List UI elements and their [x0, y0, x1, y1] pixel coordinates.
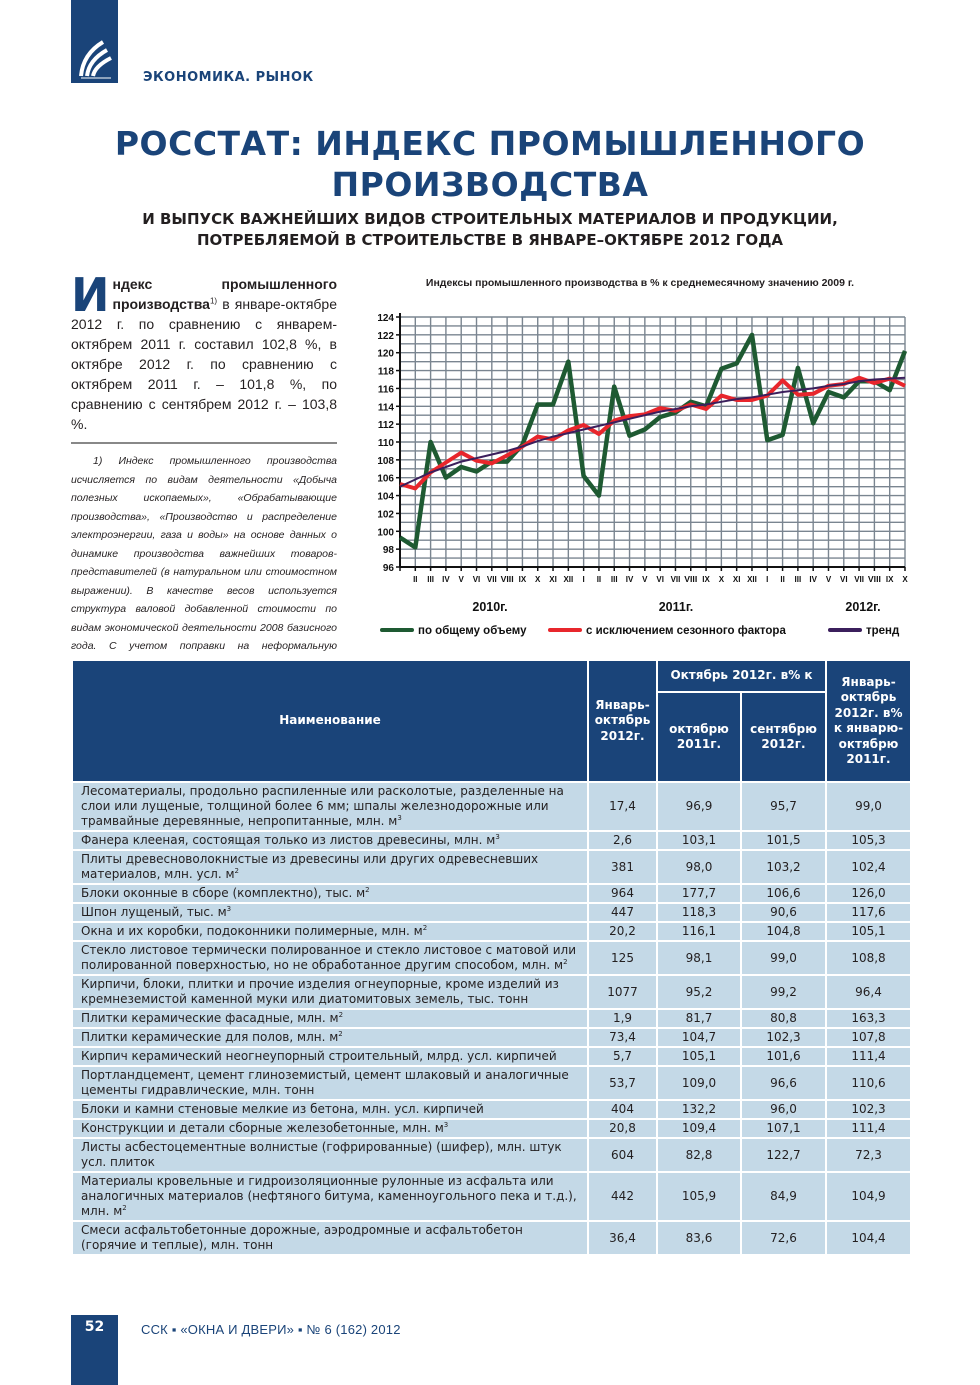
row-value-v1: 73,4 [588, 1028, 657, 1047]
legend-label: с исключением сезонного фактора [586, 625, 786, 637]
row-value-v4: 107,8 [826, 1028, 911, 1047]
y-tick-label: 124 [377, 313, 394, 324]
row-value-v1: 447 [588, 903, 657, 922]
x-tick-label: VI [656, 575, 664, 584]
y-tick-label: 108 [377, 455, 394, 467]
magazine-logo [71, 0, 118, 83]
y-tick-label: 116 [377, 384, 394, 396]
header-jan-oct-pct: Январь-октябрь 2012г. в% к январю-октябрю 2011г. [826, 660, 911, 782]
row-value-v3: 101,6 [741, 1047, 826, 1066]
left-column [71, 268, 337, 674]
unit-superscript: 2 [563, 958, 568, 966]
y-tick-label: 112 [377, 420, 394, 432]
page-number-block [71, 1315, 118, 1385]
table-row [72, 1009, 911, 1028]
x-tick-label: VIII [500, 575, 514, 584]
unit-superscript: 2 [338, 1030, 343, 1038]
x-tick-label: V [458, 575, 464, 584]
row-value-v3: 99,0 [741, 941, 826, 975]
x-tick-label: IX [702, 575, 710, 584]
page-title [0, 123, 980, 205]
x-tick-label: I [766, 575, 769, 584]
x-tick-label: II [596, 575, 602, 584]
row-value-v3: 99,2 [741, 975, 826, 1009]
intro-text: в январе-октябре 2012 г. по сравнению с январем-октябрем 2011 г. составил 102,8 %, в октябре 2012 г. по сравнению с октябрем 2011 г. – 101,8 %, по сравнению с сентябрем 2012 г. – 103,8 %. [71, 296, 337, 432]
x-tick-label: III [794, 575, 802, 584]
subtitle-line-2: ПОТРЕБЛЯЕМОЙ В СТРОИТЕЛЬСТВЕ В ЯНВАРЕ–ОКТЯБРЕ 2012 ГОДА [196, 231, 784, 249]
x-tick-label: IV [625, 575, 634, 584]
row-value-v2: 105,1 [657, 1047, 741, 1066]
series-line-0 [400, 335, 905, 548]
row-name: Конструкции и детали сборные железобетонные, млн. $м^3$ [72, 1119, 588, 1138]
row-value-v3: 103,2 [741, 850, 826, 884]
row-value-v1: 5,7 [588, 1047, 657, 1066]
x-tick-label: V [642, 575, 648, 584]
table-row [72, 831, 911, 850]
intro-paragraph [71, 268, 337, 434]
row-value-v2: 82,8 [657, 1138, 741, 1172]
table-row [72, 884, 911, 903]
row-name: Лесоматериалы, продольно распиленные или расколотые, разделенные на слои или лущеные, толщиной более 6 мм; шпалы железнодорожные или трамвайные деревянные, непропитанные, млн. $м^3$ [72, 782, 588, 831]
row-value-v1: 604 [588, 1138, 657, 1172]
table-row [72, 1100, 911, 1119]
row-name: Листы асбестоцементные волнистые (гофрированные) (шифер), млн. штук усл. плиток [72, 1138, 588, 1172]
row-value-v4: 105,1 [826, 922, 911, 941]
row-value-v2: 83,6 [657, 1221, 741, 1255]
row-name: Блоки и камни стеновые мелкие из бетона, млн. усл. кирпичей [72, 1100, 588, 1119]
x-tick-label: XII [563, 575, 574, 584]
y-tick-label: 118 [377, 366, 394, 378]
row-name: Блоки оконные в сборе (комплектно), тыс. $м^2$ [72, 884, 588, 903]
header-jan-oct: Январь-октябрь 2012г. [588, 660, 657, 782]
footnote-ref: 1) [209, 296, 218, 306]
row-value-v1: 53,7 [588, 1066, 657, 1100]
row-name: Шпон лущеный, тыс. $м^3$ [72, 903, 588, 922]
header-sep2012: сентябрю 2012г. [741, 692, 826, 782]
row-value-v4: 102,3 [826, 1100, 911, 1119]
row-value-v2: 132,2 [657, 1100, 741, 1119]
row-value-v2: 81,7 [657, 1009, 741, 1028]
row-value-v2: 105,9 [657, 1172, 741, 1221]
row-name: Кирпич керамический неогнеупорный строительный, млрд. усл. кирпичей [72, 1047, 588, 1066]
row-name: Кирпичи, блоки, плитки и прочие изделия огнеупорные, кроме изделий из кремнеземистой каменной муки или диатомитовых земель, тыс. тонн [72, 975, 588, 1009]
row-value-v3: 104,8 [741, 922, 826, 941]
y-tick-label: 96 [382, 563, 394, 574]
x-tick-label: VII [854, 575, 864, 584]
materials-table [71, 659, 912, 1256]
row-value-v3: 90,6 [741, 903, 826, 922]
row-value-v4: 96,4 [826, 975, 911, 1009]
row-value-v1: 2,6 [588, 831, 657, 850]
x-tick-label: I [582, 575, 585, 584]
table-row [72, 1119, 911, 1138]
page-number: 52 [84, 1319, 105, 1335]
row-value-v3: 72,6 [741, 1221, 826, 1255]
unit-superscript: 2 [234, 867, 239, 875]
row-value-v1: 1077 [588, 975, 657, 1009]
divider [71, 442, 337, 444]
x-tick-label: VI [840, 575, 848, 584]
x-tick-label: XI [732, 575, 741, 584]
row-value-v3: 80,8 [741, 1009, 826, 1028]
header-name: Наименование [72, 660, 588, 782]
row-value-v3: 106,6 [741, 884, 826, 903]
x-tick-label: VII [670, 575, 681, 584]
x-tick-label: V [825, 575, 832, 584]
row-value-v1: 404 [588, 1100, 657, 1119]
table-row [72, 1221, 911, 1255]
row-value-v2: 98,1 [657, 941, 741, 975]
x-tick-label: IV [809, 575, 817, 584]
table-row [72, 782, 911, 831]
x-tick-label: III [610, 575, 618, 584]
year-label: 2010г. [472, 600, 508, 614]
row-value-v1: 20,8 [588, 1119, 657, 1138]
dropcap: И [71, 268, 110, 322]
y-tick-label: 110 [377, 438, 394, 449]
row-value-v4: 111,4 [826, 1047, 911, 1066]
unit-superscript: 2 [122, 1204, 127, 1212]
row-value-v3: 95,7 [741, 782, 826, 831]
chart-title: Индексы промышленного производства в % к среднемесячному значению 2009 г. [425, 277, 855, 289]
row-value-v4: 108,8 [826, 941, 911, 975]
table-row [72, 941, 911, 975]
header-oct-group: Октябрь 2012г. в% к [657, 660, 826, 692]
row-value-v4: 126,0 [826, 884, 911, 903]
row-value-v3: 84,9 [741, 1172, 826, 1221]
title-line-1: РОССТАТ: ИНДЕКС ПРОМЫШЛЕННОГО [114, 124, 866, 163]
legend-label: тренд [866, 625, 900, 637]
row-value-v2: 104,7 [657, 1028, 741, 1047]
table-row [72, 975, 911, 1009]
y-tick-label: 122 [377, 330, 394, 342]
table-row [72, 1047, 911, 1066]
row-value-v2: 109,4 [657, 1119, 741, 1138]
row-name: Стекло листовое термически полированное и стекло листовое с матовой или полированной поверхностью, но не обработанное другим способом, млн. $м^2$ [72, 941, 588, 975]
unit-superscript: 3 [495, 833, 500, 841]
row-name: Фанера клееная, состоящая только из листов древесины, млн. $м^3$ [72, 831, 588, 850]
row-value-v4: 99,0 [826, 782, 911, 831]
row-value-v3: 96,0 [741, 1100, 826, 1119]
x-tick-label: II [413, 575, 418, 584]
row-value-v3: 102,3 [741, 1028, 826, 1047]
row-value-v1: 36,4 [588, 1221, 657, 1255]
table-row [72, 850, 911, 884]
logo-arcs-icon [77, 38, 113, 80]
y-tick-label: 120 [377, 348, 394, 360]
subtitle-line-1: И ВЫПУСК ВАЖНЕЙШИХ ВИДОВ СТРОИТЕЛЬНЫХ МАТЕРИАЛОВ И ПРОДУКЦИИ, [142, 210, 838, 228]
footnote-text: 1) Индекс промышленного производства исчисляется по видам деятельности «Добыча полезных ископаемых», «Обрабатывающие производства», «Производство и распределение электроэнергии, газа и воды» на основе данных о динамике производства важнейших товаров-представителей (в натуральном или стоимостном выражении). В качестве весов используется структура валовой добавленной стоимости по видам экономической деятельности 2008 базисного года. С учетом поправки на неформальную [71, 455, 337, 652]
row-value-v1: 17,4 [588, 782, 657, 831]
page-subtitle [0, 209, 980, 251]
x-tick-label: VII [486, 575, 497, 584]
x-tick-label: XI [549, 575, 557, 584]
table-row [72, 903, 911, 922]
row-value-v1: 964 [588, 884, 657, 903]
unit-superscript: 2 [365, 886, 370, 894]
x-tick-label: X [902, 575, 908, 584]
row-value-v4: 102,4 [826, 850, 911, 884]
row-name: Плитки керамические фасадные, млн. $м^2$ [72, 1009, 588, 1028]
y-tick-label: 102 [377, 509, 394, 521]
row-value-v4: 72,3 [826, 1138, 911, 1172]
y-tick-label: 114 [377, 402, 394, 414]
row-value-v1: 125 [588, 941, 657, 975]
line-chart [360, 300, 920, 645]
x-tick-label: IV [442, 575, 450, 584]
row-value-v3: 101,5 [741, 831, 826, 850]
x-tick-label: VIII [684, 575, 698, 584]
row-value-v2: 98,0 [657, 850, 741, 884]
row-value-v1: 442 [588, 1172, 657, 1221]
y-tick-label: 104 [377, 491, 394, 503]
row-value-v4: 110,6 [826, 1066, 911, 1100]
row-value-v2: 109,0 [657, 1066, 741, 1100]
unit-superscript: 3 [443, 1121, 449, 1129]
row-value-v2: 96,9 [657, 782, 741, 831]
x-tick-label: IX [518, 575, 527, 584]
table-row [72, 922, 911, 941]
row-name: Материалы кровельные и гидроизоляционные рулонные из асфальта или аналогичных материалов (нефтяного битума, каменноугольного пека и т.д.), млн. $м^2$ [72, 1172, 588, 1221]
row-name: Смеси асфальтобетонные дорожные, аэродромные и асфальтобетон (горячие и теплые), млн. тонн [72, 1221, 588, 1255]
section-label: ЭКОНОМИКА. РЫНОК [143, 70, 314, 85]
x-tick-label: VI [472, 575, 481, 584]
row-name: Плиты древесноволокнистые из древесины или других одревесневших материалов, млн. усл. $м^2$ [72, 850, 588, 884]
row-value-v3: 107,1 [741, 1119, 826, 1138]
x-tick-label: II [780, 575, 785, 584]
table-row [72, 1066, 911, 1100]
year-label: 2011г. [658, 600, 694, 614]
x-tick-label: X [718, 575, 725, 584]
intro-bold: ндекс промышленного производства [112, 276, 337, 312]
footnote [71, 452, 337, 674]
row-value-v1: 20,2 [588, 922, 657, 941]
x-tick-label: VIII [867, 575, 881, 584]
row-name: Портландцемент, цемент глиноземистый, цемент шлаковый и аналогичные цементы гидравлические, млн. тонн [72, 1066, 588, 1100]
row-value-v2: 118,3 [657, 903, 741, 922]
x-tick-label: XII [747, 575, 757, 584]
row-value-v1: 1,9 [588, 1009, 657, 1028]
publication-info: ССК ▪ «ОКНА И ДВЕРИ» ▪ № 6 (162) 2012 [141, 1322, 401, 1337]
unit-superscript: 3 [226, 905, 232, 913]
row-value-v4: 105,3 [826, 831, 911, 850]
row-value-v2: 95,2 [657, 975, 741, 1009]
row-value-v2: 116,1 [657, 922, 741, 941]
row-value-v4: 163,3 [826, 1009, 911, 1028]
x-tick-label: X [535, 575, 541, 584]
row-name: Окна и их коробки, подоконники полимерные, млн. $м^2$ [72, 922, 588, 941]
year-label: 2012г. [845, 600, 881, 614]
unit-superscript: 3 [397, 814, 402, 822]
row-value-v2: 177,7 [657, 884, 741, 903]
y-tick-label: 100 [377, 527, 394, 539]
row-value-v3: 122,7 [741, 1138, 826, 1172]
table-row [72, 1138, 911, 1172]
row-value-v3: 96,6 [741, 1066, 826, 1100]
table-row [72, 1028, 911, 1047]
x-tick-label: IX [885, 575, 894, 584]
row-value-v2: 103,1 [657, 831, 741, 850]
row-value-v4: 111,4 [826, 1119, 911, 1138]
title-line-2: ПРОИЗВОДСТВА [331, 165, 649, 204]
legend-label: по общему объему [418, 625, 527, 637]
unit-superscript: 2 [422, 924, 428, 932]
row-value-v4: 104,9 [826, 1172, 911, 1221]
row-value-v4: 117,6 [826, 903, 911, 922]
y-tick-label: 98 [382, 545, 394, 557]
table-row [72, 1172, 911, 1221]
row-value-v4: 104,4 [826, 1221, 911, 1255]
x-tick-label: III [427, 575, 434, 584]
y-tick-label: 106 [377, 473, 394, 485]
row-name: Плитки керамические для полов, млн. $м^2$ [72, 1028, 588, 1047]
unit-superscript: 2 [338, 1011, 344, 1019]
header-oct2011: октябрю 2011г. [657, 692, 741, 782]
row-value-v1: 381 [588, 850, 657, 884]
